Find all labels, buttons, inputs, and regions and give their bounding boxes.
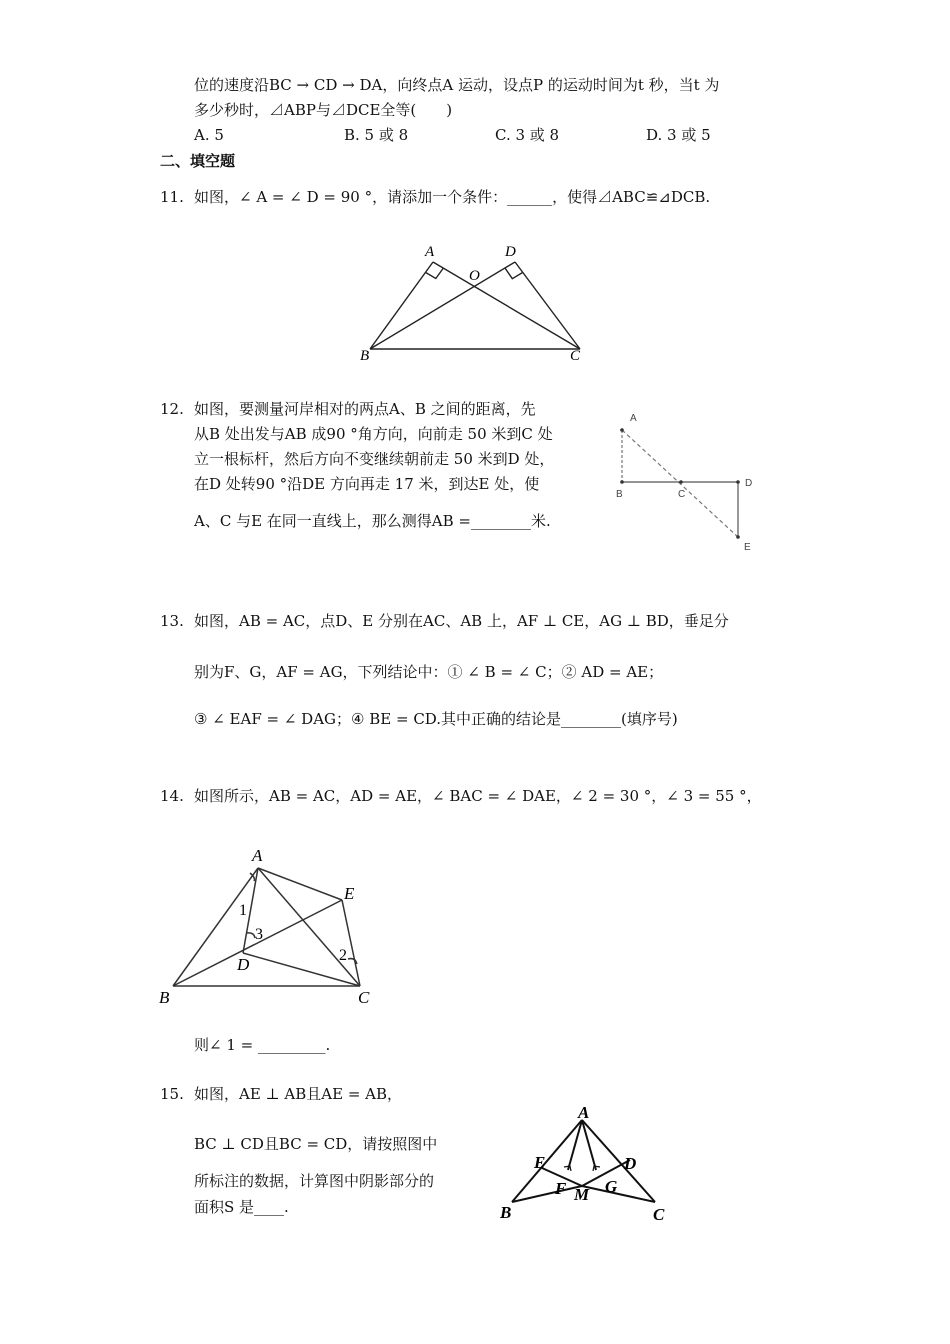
q15-figure xyxy=(490,1098,680,1228)
q12-line5: A、C 与E 在同一直线上，那么测得AB =________米. xyxy=(194,512,551,530)
q15-number: 15. xyxy=(160,1085,184,1103)
q12-label-a: A xyxy=(630,413,637,424)
q14-label-b: B xyxy=(159,988,170,1007)
q14-angle-2: 2 xyxy=(339,947,347,964)
q13-line3: ③ ∠ EAF = ∠ DAG；④ BE = CD.其中正确的结论是________(填序号) xyxy=(194,710,678,728)
q15-label-d: D xyxy=(624,1154,637,1173)
q15-label-b: B xyxy=(500,1203,512,1222)
q12-line3: 立一根标杆，然后方向不变继续朝前走 50 米到D 处， xyxy=(194,450,555,468)
q14-label-c: C xyxy=(358,988,370,1007)
q15-label-a: A xyxy=(578,1103,590,1122)
q12-line2: 从B 处出发与AB 成90 °角方向，向前走 50 米到C 处 xyxy=(194,425,553,443)
q15-line1: 如图，AE ⊥ AB且AE = AB， xyxy=(194,1085,403,1103)
q14-answer: 则∠ 1 = _________. xyxy=(194,1036,331,1054)
q11-label-o: O xyxy=(469,268,480,284)
q14-label-d: D xyxy=(237,955,250,974)
q12-line1: 如图，要测量河岸相对的两点A、B 之间的距离，先 xyxy=(194,400,536,418)
q12-line4: 在D 处转90 °沿DE 方向再走 17 米，到达E 处，使 xyxy=(194,475,540,493)
q14-number: 14. xyxy=(160,787,184,805)
q13-number: 13. xyxy=(160,612,184,630)
q14-label-a: A xyxy=(252,846,263,865)
q13-line1: 如图，AB = AC，点D、E 分别在AC、AB 上，AF ⊥ CE，AG ⊥ BD，垂足分 xyxy=(194,612,729,630)
q14-figure xyxy=(155,843,380,1008)
q10-line1: 位的速度沿BC → CD → DA，向终点A 运动，设点P 的运动时间为t 秒，当t 为 xyxy=(194,76,720,94)
section-heading: 二、填空题 xyxy=(160,152,236,170)
q12-label-d: D xyxy=(745,478,753,489)
q10-option-a: A. 5 xyxy=(194,126,224,144)
q12-figure xyxy=(608,405,768,555)
q15-label-m: M xyxy=(574,1185,590,1204)
q15-line2: BC ⊥ CD且BC = CD，请按照图中 xyxy=(194,1135,438,1153)
q10-line2: 多少秒时，⊿ABP与⊿DCE全等( ) xyxy=(194,101,453,119)
q14-text: 如图所示，AB = AC，AD = AE，∠ BAC = ∠ DAE，∠ 2 = 30 °，∠ 3 = 55 °， xyxy=(194,787,762,805)
q11-label-d: D xyxy=(505,244,516,260)
q11-label-b: B xyxy=(360,348,370,364)
q15-label-c: C xyxy=(653,1205,665,1224)
q15-label-g: G xyxy=(605,1177,618,1196)
q10-option-c: C. 3 或 8 xyxy=(495,126,560,144)
q15-line3: 所标注的数据，计算图中阴影部分的 xyxy=(194,1172,435,1190)
q11-label-a: A xyxy=(425,244,435,260)
q10-option-d: D. 3 或 5 xyxy=(646,126,711,144)
q13-line2: 别为F、G，AF = AG，下列结论中：① ∠ B = ∠ C；② AD = AE； xyxy=(194,663,664,681)
q15-label-e: E xyxy=(534,1153,546,1172)
q11-text: 如图，∠ A = ∠ D = 90 °，请添加一个条件：______，使得⊿ABC≌⊿DCB. xyxy=(194,188,711,206)
q11-figure xyxy=(355,238,595,366)
q14-angle-3: 3 xyxy=(255,926,263,943)
q11-number: 11. xyxy=(160,188,184,206)
q12-label-b: B xyxy=(616,489,623,500)
q12-label-c: C xyxy=(678,489,686,500)
q15-line4: 面积S 是____. xyxy=(194,1198,289,1216)
q14-label-e: E xyxy=(344,884,355,903)
q11-label-c: C xyxy=(570,348,581,364)
q15-label-f: F xyxy=(555,1179,567,1198)
q12-label-e: E xyxy=(744,542,751,553)
q10-option-b: B. 5 或 8 xyxy=(344,126,409,144)
q14-angle-1: 1 xyxy=(239,902,247,919)
q12-number: 12. xyxy=(160,400,184,418)
